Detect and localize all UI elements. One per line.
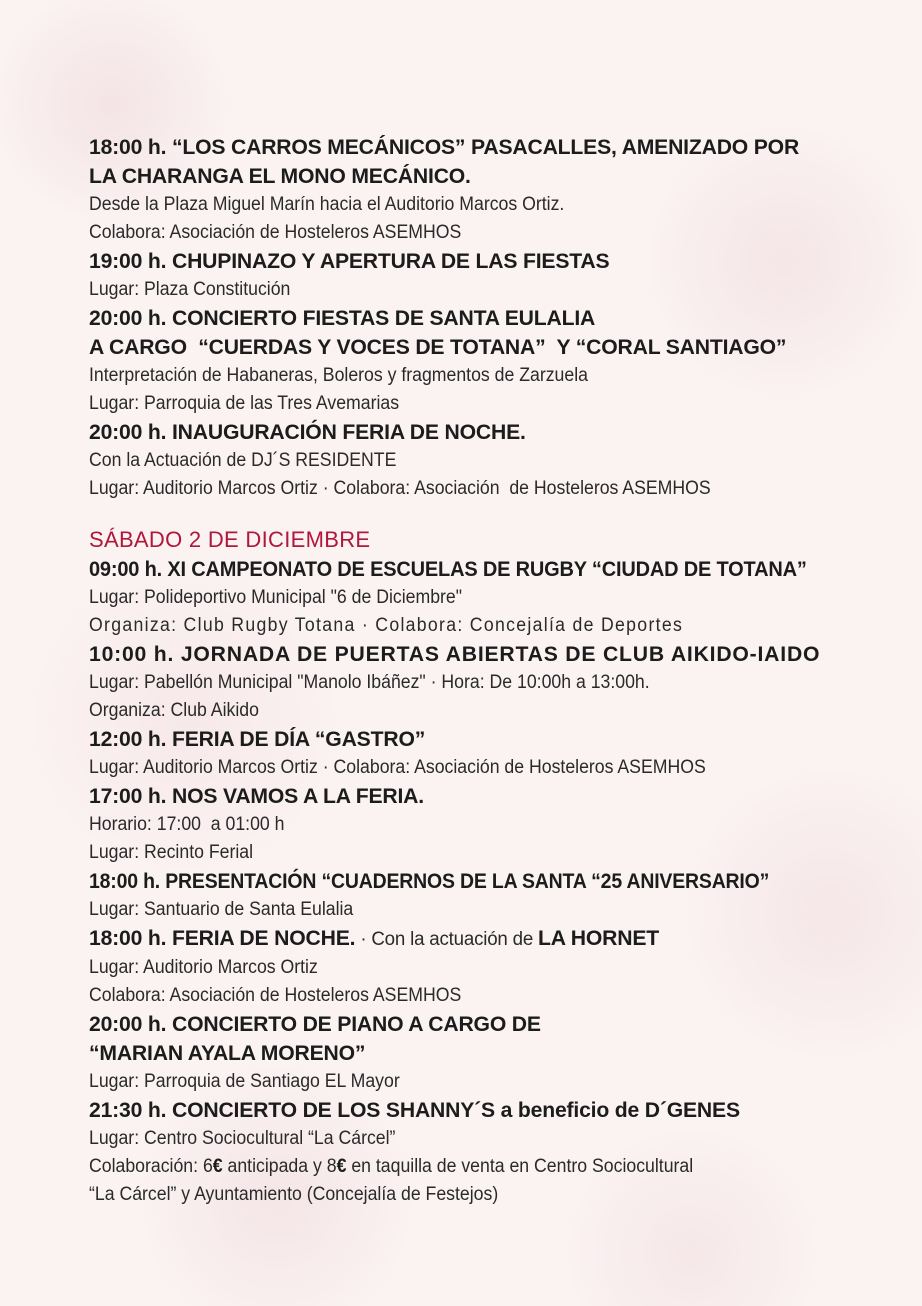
event-nos-vamos-feria (89, 782, 834, 867)
event-presentacion-cuadernos (89, 867, 834, 924)
event-detail: Organiza: Club Aikido (89, 700, 259, 721)
event-carros-mecanicos (89, 133, 834, 247)
day-title: SÁBADO 2 DE DICIEMBRE (89, 527, 371, 552)
event-feria-noche (89, 924, 834, 1010)
event-concierto-santa-eulalia (89, 304, 834, 418)
event-detail: Lugar: Parroquia de Santiago EL Mayor (89, 1071, 400, 1092)
event-detail (89, 1153, 782, 1181)
event-detail: Horario: 17:00 a 01:00 h (89, 814, 285, 835)
euro-symbol: € (336, 1156, 347, 1177)
event-heading-main: 18:00 h. FERIA DE NOCHE. (89, 926, 356, 950)
event-heading: 17:00 h. NOS VAMOS A LA FERIA. (89, 784, 424, 808)
event-heading: A CARGO “CUERDAS Y VOCES DE TOTANA” Y “CORAL SANTIAGO” (89, 335, 787, 359)
event-heading: LA CHARANGA EL MONO MECÁNICO. (89, 164, 471, 188)
event-detail: Lugar: Pabellón Municipal "Manolo Ibáñez" · Hora: De 10:00h a 13:00h. (89, 672, 650, 693)
event-concierto-shannys (89, 1096, 834, 1209)
event-detail: Colabora: Asociación de Hosteleros ASEMHOS (89, 222, 462, 243)
program-content (89, 133, 834, 1209)
event-detail: Interpretación de Habaneras, Boleros y fragmentos de Zarzuela (89, 365, 588, 386)
event-detail: Lugar: Polideportivo Municipal "6 de Diciembre" (89, 587, 463, 608)
event-detail: Lugar: Auditorio Marcos Ortiz · Colabora: Asociación de Hosteleros ASEMHOS (89, 757, 706, 778)
event-detail: Colabora: Asociación de Hosteleros ASEMHOS (89, 985, 462, 1006)
event-detail: Lugar: Auditorio Marcos Ortiz · Colabora: Asociación de Hosteleros ASEMHOS (89, 478, 711, 499)
event-detail: “La Cárcel” y Ayuntamiento (Concejalía de Festejos) (89, 1184, 499, 1205)
event-heading: 09:00 h. XI CAMPEONATO DE ESCUELAS DE RUGBY “CIUDAD DE TOTANA” (89, 557, 807, 581)
price-text: anticipada y 8 (222, 1156, 337, 1177)
event-feria-dia-gastro (89, 725, 834, 782)
event-detail: Lugar: Centro Sociocultural “La Cárcel” (89, 1128, 396, 1149)
event-heading: 20:00 h. CONCIERTO DE PIANO A CARGO DE (89, 1012, 541, 1036)
event-concierto-piano (89, 1010, 834, 1096)
event-heading: “MARIAN AYALA MORENO” (89, 1041, 366, 1065)
event-aikido (89, 640, 834, 725)
price-text: en taquilla de venta en Centro Sociocultural (346, 1156, 694, 1177)
event-inauguracion-feria (89, 418, 834, 503)
event-heading: 18:00 h. PRESENTACIÓN “CUADERNOS DE LA SANTA “25 ANIVERSARIO” (89, 869, 770, 893)
event-rugby (89, 555, 834, 640)
event-detail: Lugar: Santuario de Santa Eulalia (89, 899, 354, 920)
event-detail: Lugar: Recinto Ferial (89, 842, 254, 863)
event-heading-artist: LA HORNET (538, 926, 660, 950)
event-heading-extra: · Con la actuación de (355, 929, 539, 950)
event-detail: Lugar: Parroquia de las Tres Avemarias (89, 393, 400, 414)
event-detail: Con la Actuación de DJ´S RESIDENTE (89, 450, 397, 471)
event-heading: 18:00 h. “LOS CARROS MECÁNICOS” PASACALLES, AMENIZADO POR (89, 135, 800, 159)
euro-symbol: € (212, 1156, 223, 1177)
event-detail: Lugar: Auditorio Marcos Ortiz (89, 957, 318, 978)
event-heading (89, 924, 823, 954)
event-detail: Lugar: Plaza Constitución (89, 279, 291, 300)
event-heading: 20:00 h. INAUGURACIÓN FERIA DE NOCHE. (89, 420, 526, 444)
price-text: Colaboración: 6 (89, 1156, 213, 1177)
event-heading: 12:00 h. FERIA DE DÍA “GASTRO” (89, 727, 426, 751)
event-chupinazo (89, 247, 834, 304)
event-heading: 20:00 h. CONCIERTO FIESTAS DE SANTA EULALIA (89, 306, 596, 330)
event-detail: Organiza: Club Rugby Totana · Colabora: Concejalía de Deportes (89, 615, 684, 636)
event-heading: 21:30 h. CONCIERTO DE LOS SHANNY´S a beneficio de D´GENES (89, 1098, 740, 1122)
event-detail: Desde la Plaza Miguel Marín hacia el Auditorio Marcos Ortiz. (89, 194, 565, 215)
event-heading: 10:00 h. JORNADA DE PUERTAS ABIERTAS DE CLUB AIKIDO-IAIDO (89, 642, 821, 666)
event-heading: 19:00 h. CHUPINAZO Y APERTURA DE LAS FIESTAS (89, 249, 610, 273)
